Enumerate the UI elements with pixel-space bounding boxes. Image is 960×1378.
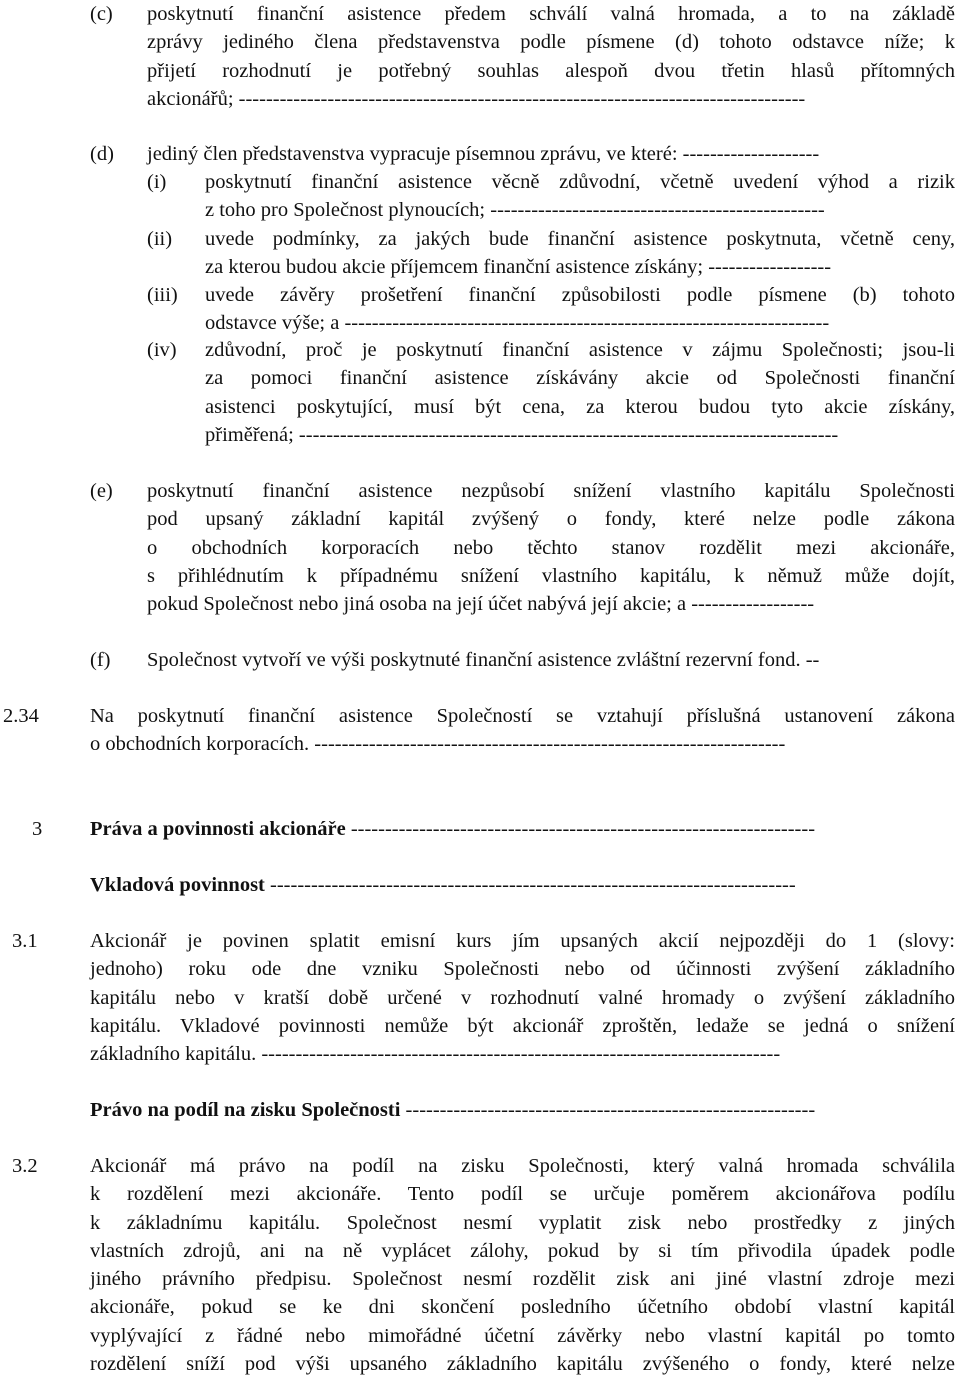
item-c-label: (c) (90, 3, 113, 25)
sec-3-1-line: Akcionář je povinen splatit emisní kurs jím upsaných akcií nejpozději do 1 (slovy: (90, 930, 955, 952)
sec-3-2-line: rozdělení sníží pod výši upsaného základního kapitálu zvýšeného o fondy, které nelze (90, 1353, 955, 1376)
item-d-ii-label: (ii) (147, 228, 173, 250)
item-d-i-label: (i) (147, 171, 167, 193)
item-f-text: Společnost vytvoří ve výši poskytnuté finanční asistence zvláštní rezervní fond. -- (147, 649, 820, 671)
sec-3-title: Práva a povinnosti akcionáře (90, 818, 346, 840)
item-d-iii-label: (iii) (147, 284, 178, 306)
item-d-i-line: poskytnutí finanční asistence věcně zdůvodní, včetně uvedení výhod a rizik (205, 171, 955, 193)
item-e-label: (e) (90, 480, 113, 502)
item-d-label: (d) (90, 143, 114, 165)
sec-3-2-line: jiného právního předpisu. Společnost nesmí rozdělit zisk ani jiné vlastní zdroje mezi (90, 1268, 955, 1291)
item-c-line: přijetí rozhodnutí je potřebný souhlas alespoň dvou třetin hlasů přítomných (147, 59, 955, 82)
sec-3-1-text (90, 927, 955, 1068)
item-e-text (147, 477, 955, 618)
item-e-line: poskytnutí finanční asistence nezpůsobí snížení vlastního kapitálu Společnosti (147, 480, 955, 502)
item-c-line: poskytnutí finanční asistence předem schválí valná hromada, a to na základě (147, 3, 955, 25)
item-d-intro: jediný člen představenstva vypracuje písemnou zprávu, ve které: -------------------- (147, 143, 820, 165)
sec-3-2-line: vyplývající z řádné nebo mimořádné účetní závěrky nebo vlastní kapitál po tomto (90, 1324, 955, 1347)
item-c-line: akcionářů; ----------------------------------------------------------------------------------- (147, 87, 806, 110)
item-d-ii-text (205, 225, 955, 282)
sec-3-dashes: -------------------------------------------------------------------- (345, 818, 816, 840)
pravo-podil-heading (90, 1096, 958, 1124)
item-d-ii-line: za kterou budou akcie příjemcem finanční asistence získány; ------------------ (205, 256, 832, 279)
sec-2-34-label: 2.34 (3, 705, 39, 727)
sec-2-34-line: Na poskytnutí finanční asistence Společností se vztahují příslušná ustanovení zákona (90, 705, 955, 727)
item-c-line: zprávy jediného člena představenstva podle písmene (d) tohoto odstavce níže; k (147, 31, 955, 54)
item-d-iv-text (205, 336, 955, 449)
sec-3-2-text (90, 1152, 955, 1378)
vkladova-dashes: ----------------------------------------------------------------------------- (264, 874, 796, 896)
item-d-iv-line: přiměřená; ------------------------------------------------------------------------------- (205, 423, 839, 446)
sec-3-2-line: k rozdělení mezi akcionáře. Tento podíl se určuje poměrem akcionářova podílu (90, 1183, 955, 1206)
item-e-line: pokud Společnost nebo jiná osoba na její účet nabývá její akcie; a ------------------ (147, 593, 815, 616)
item-e-line: s přihlédnutím k případnému snížení vlastního kapitálu, k němuž může dojít, (147, 564, 955, 587)
item-d-iii-text (205, 281, 955, 338)
item-d-i-line: z toho pro Společnost plynoucích; ------------------------------------------------- (205, 199, 825, 222)
sec-3-2-line: Akcionář má právo na podíl na zisku Společnosti, který valná hromada schválila (90, 1155, 955, 1177)
item-e-line: pod upsaný základní kapitál zvýšený o fondy, které nelze podle zákona (147, 508, 955, 531)
vkladova-title: Vkladová povinnost (90, 874, 265, 896)
item-d-iv-label: (iv) (147, 339, 177, 361)
item-d-ii-line: uvede podmínky, za jakých bude finanční asistence poskytnuta, včetně ceny, (205, 228, 955, 250)
sec-3-number: 3 (32, 818, 43, 840)
item-d-iv-line: zdůvodní, proč je poskytnutí finanční asistence v zájmu Společnosti; jsou-li (205, 339, 955, 361)
sec-3-2-line: vlastních zdrojů, ani na ně vyplácet zálohy, pokud by si tím přivodila úpadek podle (90, 1239, 955, 1262)
sec-3-2-line: akcionáře, pokud se ke dni skončení posledního účetního období vlastní kapitál (90, 1296, 955, 1319)
sec-2-34-line: o obchodních korporacích. --------------------------------------------------------------------- (90, 733, 786, 756)
item-d-iii-line: odstavce výše; a ----------------------------------------------------------------------- (205, 312, 830, 335)
sec-3-1-line: základního kapitálu. ---------------------------------------------------------------------------- (90, 1043, 781, 1066)
sec-3-heading (90, 815, 958, 843)
item-d-i-text (205, 168, 955, 225)
sec-3-1-line: kapitálu nebo v kratší době určené v rozhodnutí valné hromady o zvýšení základního (90, 986, 955, 1009)
sec-2-34-text (90, 702, 955, 759)
vkladova-heading (90, 871, 958, 899)
item-d-iv-line: za pomoci finanční asistence získávány akcie od Společnosti finanční (205, 367, 955, 390)
item-f-label: (f) (90, 649, 111, 671)
item-d-iii-line: uvede závěry prošetření finanční způsobilosti podle písmene (b) tohoto (205, 284, 955, 306)
sec-3-1-line: jednoho) roku ode dne vzniku Společnosti nebo od účinnosti zvýšení základního (90, 958, 955, 981)
item-c-text (147, 0, 955, 113)
sec-3-2-label: 3.2 (12, 1155, 38, 1177)
sec-3-2-line: k základnímu kapitálu. Společnost nesmí vyplatit zisk nebo prostředky z jiných (90, 1211, 955, 1234)
sec-3-1-line: kapitálu. Vkladové povinnosti nemůže být akcionář zproštěn, ledaže se jedná o snížení (90, 1014, 955, 1037)
pravo-podil-title: Právo na podíl na zisku Společnosti (90, 1099, 401, 1121)
item-e-line: o obchodních korporacích nebo těchto stanov rozdělit mezi akcionáře, (147, 536, 955, 559)
item-d-iv-line: asistenci poskytující, musí být cena, za kterou budou tyto akcie získány, (205, 395, 955, 418)
pravo-podil-dashes: ------------------------------------------------------------ (400, 1099, 816, 1121)
sec-3-1-label: 3.1 (12, 930, 38, 952)
